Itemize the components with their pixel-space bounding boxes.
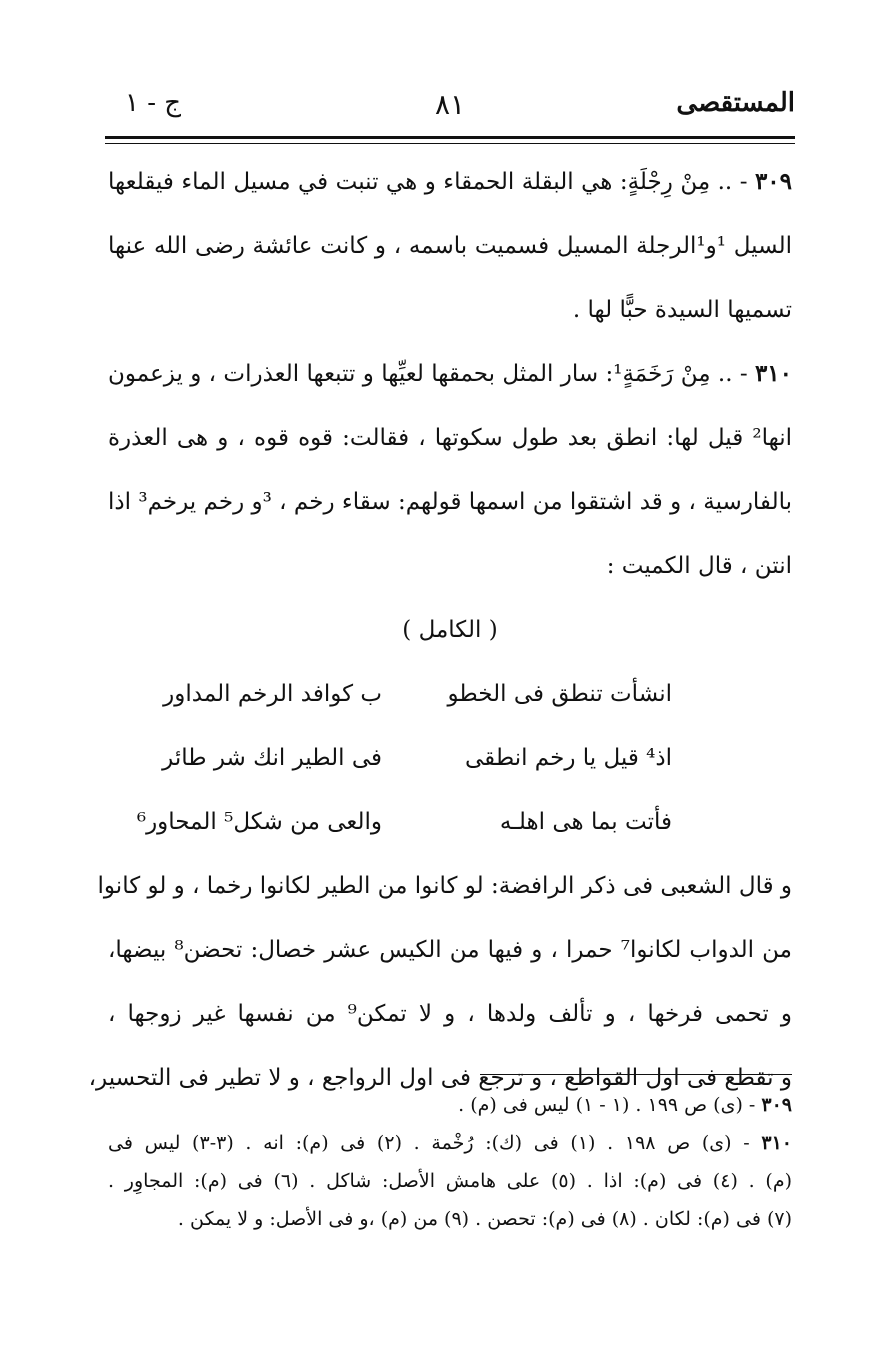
verse-hemistich: فأتت بما هى اهلـه (499, 809, 672, 835)
page-number: ٨١ (435, 88, 466, 121)
entry-number: ٣٠٩ (761, 1094, 792, 1116)
text-line: ٣١٠ - .. مِنْ رَخَمَةٍ¹: سار المثل بحمقها لعيِّها و تتبعها العذرات ، و يزعمون (108, 360, 793, 387)
main-text (88, 150, 793, 1110)
footnote-line: (٧) فى (م): لكان . (٨) فى (م): تحصن . (٩) من (م) ،و فى الأصل: و لا يمكن . (177, 1208, 792, 1230)
page-header (105, 80, 795, 132)
verse-hemistich: فى الطير انك شر طائر (162, 745, 382, 771)
poem-verse (108, 726, 792, 790)
text-line: و تقطع فى اول القواطع ، و ترجع فى اول الرواجع ، و لا تطير فى التحسير، (88, 1065, 792, 1091)
verse-hemistich: انشأت تنطق فى الخطو (447, 681, 672, 707)
header-rule-thin (105, 143, 795, 144)
footnote-rule (480, 1074, 792, 1075)
header-rule-thick (105, 136, 795, 139)
entry-number: ٣١٠ (754, 360, 793, 387)
verse-hemistich: اذ⁴ قيل يا رخم انطقى (465, 745, 672, 771)
entry-number: ٣١٠ (761, 1132, 792, 1154)
text-line: و قال الشعبى فى ذكر الرافضة: لو كانوا من الطير لكانوا رخما ، و لو كانوا (97, 873, 792, 899)
footnote-line: ٣٠٩ - (ى) ص ١٩٩ . (١ - ١) ليس فى (م) . (458, 1094, 792, 1116)
footnote-line: (م) . (٤) فى (م): اذا . (٥) على هامش الأصل: شاكل . (٦) فى (م): المجاوِر . (108, 1170, 793, 1192)
poem-verse (108, 662, 792, 726)
footnotes (108, 1086, 792, 1238)
book-title: المستقصى (676, 88, 795, 118)
meter-label: ( الكامل ) (402, 617, 498, 643)
poem-verse (108, 790, 792, 854)
footnote-line: ٣١٠ - (ى) ص ١٩٨ . (١) فى (ك): رُخْمة . (٢) فى (م): انه . (٣-٣) ليس فى (108, 1132, 792, 1154)
verse-hemistich: والعى من شكل⁵ المحاور⁶ (136, 809, 382, 835)
text-line: السيل ¹و¹الرجلة المسيل فسميت باسمه ، و كانت عائشة رضى الله عنها (108, 233, 792, 259)
text-line: تسميها السيدة حبًّا لها . (572, 297, 792, 323)
text-line: من الدواب لكانوا⁷ حمرا ، و فيها من الكيس عشر خصال: تحضن⁸ بيضها، (108, 937, 792, 963)
text-line: بالفارسية ، و قد اشتقوا من اسمها قولهم: سقاء رخم ، ³و رخم يرخم³ اذا (108, 489, 792, 515)
verse-hemistich: ب كوافد الرخم المداور (163, 681, 382, 707)
volume-label: ج - ١ (125, 88, 182, 118)
text-line: ٣٠٩ - .. مِنْ رِجْلَةٍ: هي البقلة الحمقاء و هي تنبت في مسيل الماء فيقلعها (108, 168, 792, 195)
text-line: انها² قيل لها: انطق بعد طول سكوتها ، فقالت: قوه قوه ، و هى العذرة (108, 425, 792, 451)
entry-number: ٣٠٩ (754, 168, 792, 195)
text-line: انتن ، قال الكميت : (606, 553, 792, 579)
text-line: و تحمى فرخها ، و تألف ولدها ، و لا تمكن⁹ من نفسها غير زوجها ، (108, 1001, 792, 1027)
